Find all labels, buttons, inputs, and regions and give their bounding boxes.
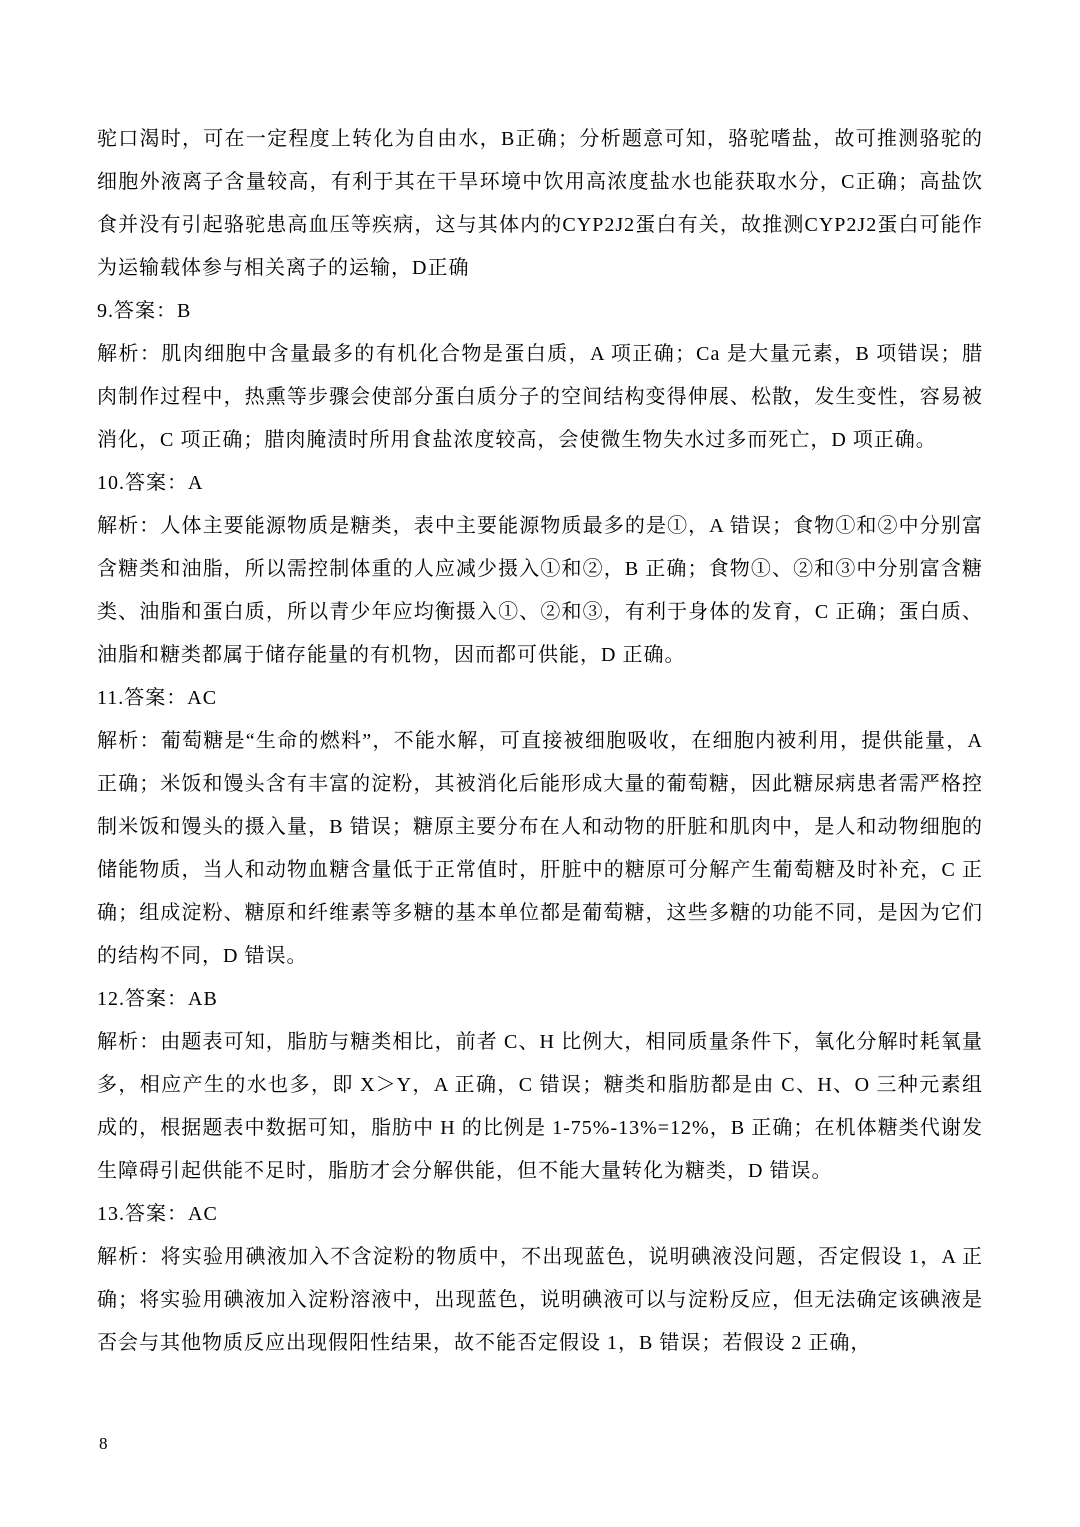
- page-number: 8: [99, 1434, 108, 1453]
- answer-line-12: 12.答案：AB: [97, 988, 218, 1010]
- answer-line-13: 13.答案：AC: [97, 1203, 218, 1225]
- answer-line-11: 11.答案：AC: [97, 687, 218, 709]
- answer-line-10: 10.答案：A: [97, 472, 204, 494]
- analysis-paragraph-11: 解析：葡萄糖是“生命的燃料”，不能水解，可直接被细胞吸收，在细胞内被利用，提供能量，A 正确；米饭和馒头含有丰富的淀粉，其被消化后能形成大量的葡萄糖，因此糖尿病患者需严格控制米饭和馒头的摄入量，B 错误；糖原主要分布在人和动物的肝脏和肌肉中，是人和动物细胞的储能物质，当人和动物血糖含量低于正常值时，肝脏中的糖原可分解产生葡萄糖及时补充，C 正确；组成淀粉、糖原和纤维素等多糖的基本单位都是葡萄糖，这些多糖的功能不同，是因为它们的结构不同，D 错误。: [97, 730, 983, 967]
- page-content: [97, 118, 983, 1365]
- answer-line-9: 9.答案：B: [97, 300, 192, 322]
- paragraph-continuation-q8: 驼口渴时，可在一定程度上转化为自由水，B正确；分析题意可知，骆驼嗜盐，故可推测骆驼的细胞外液离子含量较高，有利于其在干旱环境中饮用高浓度盐水也能获取水分，C正确；高盐饮食并没有引起骆驼患高血压等疾病，这与其体内的CYP2J2蛋白有关，故推测CYP2J2蛋白可能作为运输载体参与相关离子的运输，D正确: [97, 128, 983, 279]
- analysis-paragraph-13: 解析：将实验用碘液加入不含淀粉的物质中，不出现蓝色，说明碘液没问题，否定假设 1，A 正确；将实验用碘液加入淀粉溶液中，出现蓝色，说明碘液可以与淀粉反应，但无法确定该碘液是否会与其他物质反应出现假阳性结果，故不能否定假设 1，B 错误；若假设 2 正确，: [97, 1246, 983, 1354]
- analysis-paragraph-12: 解析：由题表可知，脂肪与糖类相比，前者 C、H 比例大，相同质量条件下，氧化分解时耗氧量多，相应产生的水也多，即 X＞Y，A 正确，C 错误；糖类和脂肪都是由 C、H、O 三种元素组成的，根据题表中数据可知，脂肪中 H 的比例是 1-75%-13%=12%，B 正确；在机体糖类代谢发生障碍引起供能不足时，脂肪才会分解供能，但不能大量转化为糖类，D 错误。: [97, 1031, 983, 1182]
- analysis-paragraph-10: 解析：人体主要能源物质是糖类，表中主要能源物质最多的是①，A 错误；食物①和②中分别富含糖类和油脂，所以需控制体重的人应减少摄入①和②，B 正确；食物①、②和③中分别富含糖类、油脂和蛋白质，所以青少年应均衡摄入①、②和③，有利于身体的发育，C 正确；蛋白质、油脂和糖类都属于储存能量的有机物，因而都可供能，D 正确。: [97, 515, 983, 666]
- analysis-paragraph-9: 解析：肌肉细胞中含量最多的有机化合物是蛋白质，A 项正确；Ca 是大量元素，B 项错误；腊肉制作过程中，热熏等步骤会使部分蛋白质分子的空间结构变得伸展、松散，发生变性，容易被消化，C 项正确；腊肉腌渍时所用食盐浓度较高，会使微生物失水过多而死亡，D 项正确。: [97, 343, 983, 451]
